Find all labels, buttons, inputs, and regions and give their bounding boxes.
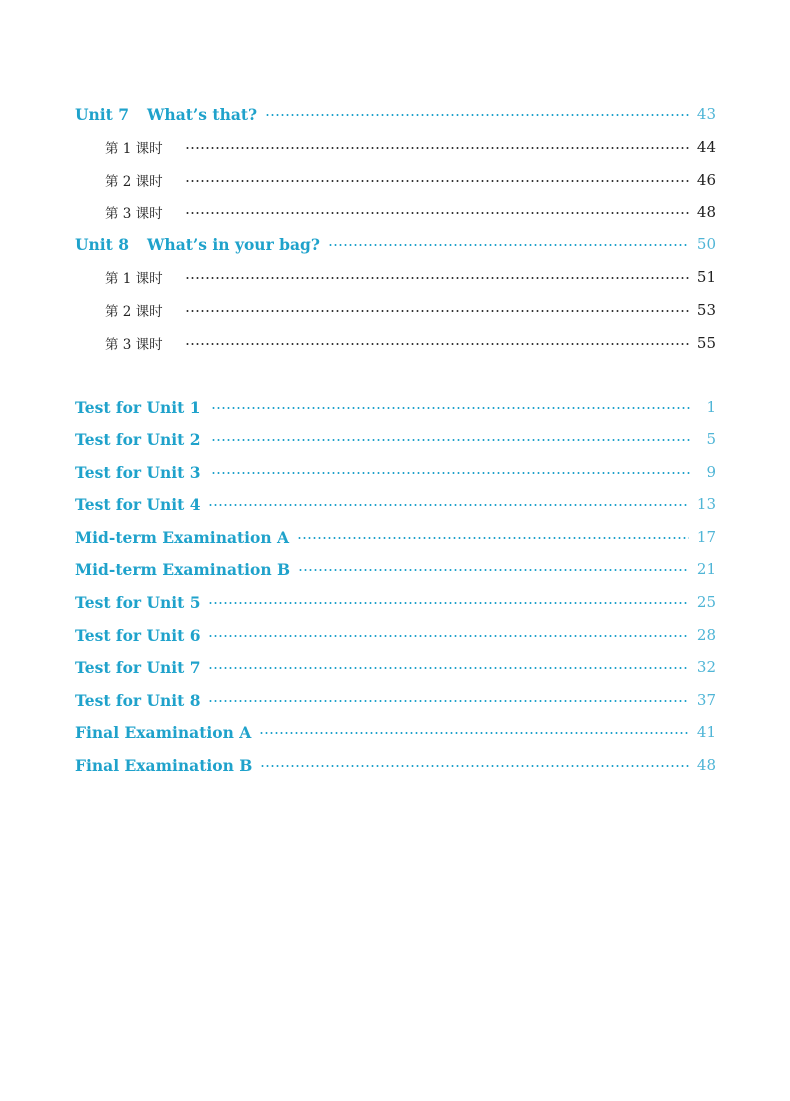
page-number: 37 [696, 691, 716, 709]
toc-entry-lesson[interactable] [105, 201, 716, 223]
toc-entry-test[interactable] [75, 493, 716, 515]
lesson-label: 第 1 课时 [105, 141, 163, 157]
page-number: 25 [696, 593, 716, 611]
page-number: 32 [696, 658, 716, 676]
exam-title: Final Examination A [75, 722, 252, 742]
test-title: Test for Unit 1 [75, 397, 201, 417]
page-number: 55 [696, 334, 716, 352]
page-number: 41 [696, 723, 716, 741]
page-number: 44 [696, 138, 716, 156]
exam-title: Mid-term Examination B [75, 559, 291, 579]
dot-leader [208, 700, 688, 702]
dot-leader [260, 765, 689, 767]
unit-heading: Unit 7 What’s that? [75, 104, 258, 124]
dot-leader [211, 439, 690, 441]
dot-leader [185, 147, 689, 149]
toc-entry-exam[interactable] [75, 721, 716, 743]
toc-entry-test[interactable] [75, 624, 716, 646]
page-number: 48 [696, 756, 716, 774]
exam-title: Mid-term Examination A [75, 527, 290, 547]
page-number: 1 [706, 398, 716, 416]
dot-leader [259, 732, 689, 734]
dot-leader [265, 114, 689, 116]
dot-leader [185, 180, 689, 182]
dot-leader [298, 569, 689, 571]
page-number: 46 [696, 171, 716, 189]
dot-leader [328, 244, 689, 246]
test-title: Test for Unit 4 [75, 494, 201, 514]
toc-entry-test[interactable] [75, 396, 716, 418]
page-number: 53 [696, 301, 716, 319]
toc-entry-test[interactable] [75, 428, 716, 450]
lesson-label: 第 2 课时 [105, 304, 163, 320]
exam-title: Final Examination B [75, 755, 253, 775]
page-number: 51 [696, 268, 716, 286]
dot-leader [208, 635, 688, 637]
toc-entry-exam[interactable] [75, 558, 716, 580]
dot-leader [208, 504, 688, 506]
lesson-label: 第 3 课时 [105, 337, 163, 353]
toc-entry-exam[interactable] [75, 754, 716, 776]
dot-leader [211, 472, 690, 474]
test-title: Test for Unit 8 [75, 690, 201, 710]
test-title: Test for Unit 5 [75, 592, 201, 612]
page-number: 9 [706, 463, 716, 481]
page-number: 5 [706, 430, 716, 448]
unit-heading: Unit 8 What’s in your bag? [75, 234, 320, 254]
lesson-label: 第 3 课时 [105, 206, 163, 222]
lesson-label: 第 2 课时 [105, 174, 163, 190]
dot-leader [185, 343, 689, 345]
dot-leader [208, 602, 688, 604]
lesson-label: 第 1 课时 [105, 271, 163, 287]
test-title: Test for Unit 7 [75, 657, 201, 677]
toc-entry-lesson[interactable] [105, 136, 716, 158]
toc-entry-exam[interactable] [75, 526, 716, 548]
toc-entry-lesson[interactable] [105, 299, 716, 321]
dot-leader [185, 212, 689, 214]
dot-leader [185, 277, 689, 279]
page-number: 43 [696, 105, 716, 123]
page-number: 28 [696, 626, 716, 644]
toc-entry-test[interactable] [75, 591, 716, 613]
toc-entry-lesson[interactable] [105, 169, 716, 191]
test-title: Test for Unit 6 [75, 625, 201, 645]
toc-entry-lesson[interactable] [105, 266, 716, 288]
test-title: Test for Unit 3 [75, 462, 201, 482]
toc-entry-unit-8[interactable] [75, 233, 716, 255]
page-number: 21 [696, 560, 716, 578]
dot-leader [211, 407, 690, 409]
toc-entry-test[interactable] [75, 656, 716, 678]
page-number: 17 [696, 528, 716, 546]
toc-entry-test[interactable] [75, 461, 716, 483]
page-number: 48 [696, 203, 716, 221]
toc-entry-test[interactable] [75, 689, 716, 711]
dot-leader [297, 537, 689, 539]
test-title: Test for Unit 2 [75, 429, 201, 449]
page-number: 50 [696, 235, 716, 253]
toc-entry-lesson[interactable] [105, 332, 716, 354]
dot-leader [208, 667, 688, 669]
toc-entry-unit-7[interactable] [75, 103, 716, 125]
dot-leader [185, 310, 689, 312]
page-number: 13 [696, 495, 716, 513]
